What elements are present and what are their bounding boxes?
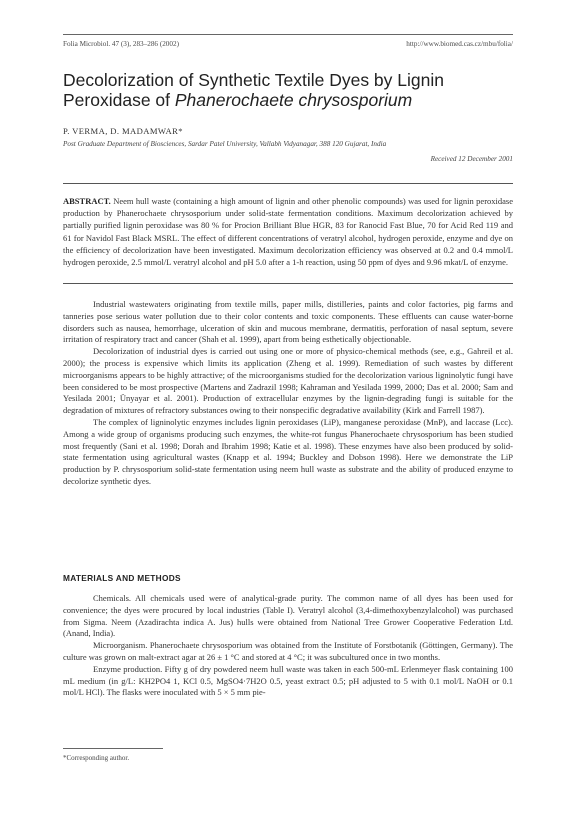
intro-paragraph-3: The complex of ligninolytic enzymes includes lignin peroxidases (LiP), manganese peroxidase (MnP), and laccase (Lcc). Among a wide group of organisms producing such enzymes, the white-rot fungus Phanerochaete chrysosporium has been studied most frequently (Sani et al. 1998; Dorah and Ibrahim 1998; Katie et al. 1998). These enzymes have also been produced by solid-state fermentation using agricultural wastes (Knapp et al. 1994; Buckley and Dobson 1998). Here we demonstrate the LiP production by P. chrysosporium solid-state fermentation using neem hull waste as substrate and the ability of produced enzyme to decolorize synthetic dyes.: [63, 416, 513, 486]
methods-enzyme-production: Enzyme production. Fifty g of dry powdered neem hull waste was taken in each 500-mL Erlenmeyer flask containing 100 mL medium (in g/L: KH2PO4 1, KCl 0.5, MgSO4·7H2O 0.5, yeast extract 0.5; pH adjusted to 5 with 0.1 mol/L NaOH or 0.1 mol/L HCl). The flasks were inoculated with 5 × 5 mm pie-: [63, 663, 513, 698]
methods-chemicals: Chemicals. All chemicals used were of analytical-grade purity. The common name of all dyes has been used for convenience; the dyes were procured by local industries (Table I). Veratryl alcohol (3,4-dimethoxybenzylalcohol) was purchased from Sigma. Neem (Azadirachta indica A. Jus) hulls were obtained from National Tree Grower Cooperative Federation Ltd. (Anand, India).: [63, 593, 513, 639]
methods: [63, 593, 513, 699]
title-plain: Peroxidase of: [63, 90, 175, 110]
title-line-1: Decolorization of Synthetic Textile Dyes by Lignin: [63, 70, 444, 90]
received-date: Received 12 December 2001: [430, 155, 513, 163]
title-line-2: [63, 90, 523, 110]
affiliation: Post Graduate Department of Biosciences, Sardar Patel University, Vallabh Vidyanagar, 388 120 Gujarat, India: [63, 140, 387, 148]
abstract-top-rule: [63, 183, 513, 184]
journal-url: http://www.biomed.cas.cz/mbu/folia/: [406, 40, 513, 48]
journal-citation: Folia Microbiol. 47 (3), 283–286 (2002): [63, 40, 179, 48]
authors: P. VERMA, D. MADAMWAR*: [63, 126, 183, 136]
abstract-label: ABSTRACT.: [63, 196, 111, 206]
title-species: Phanerochaete chrysosporium: [174, 90, 413, 110]
footnote: *Corresponding author.: [63, 754, 130, 762]
intro-paragraph-2: Decolorization of industrial dyes is carried out using one or more of physico-chemical methods (see, e.g., Gahreil et al. 2000); the process is expensive which limits its application (Zheng et al. 1999). Remediation of such wastes by different microorganisms appears to be highly attractive; of the microorganisms studied for the decolorization various ligninolytic fungi have been considered to be most prospective (Martens and Zadrazil 1998; Kahraman and Yesilada 1999, 2000; Das et al. 2000; Sam and Yesilada 2001; Ünyayar et al. 2001). Production of extracellular enzymes by the lignin-degrading fungi is suitable for the degradation of mixtures of refractory substances owing to their nonspecific degradative availability (Kirk and Farrell 1987).: [63, 346, 513, 416]
header-rule: [63, 34, 513, 35]
abstract: [63, 195, 513, 268]
abstract-text: Neem hull waste (containing a high amount of lignin and other phenolic compounds) was used for lignin peroxidase production by Phanerochaete chrysosporium under solid-state fermentation conditions. Maximum decolorization achieved by partially purified lignin peroxidase was 80 % for Procion Brilliant Blue HGR, 83 for Ranocid Fast Blue, 70 for Acid Red 119 and 61 for Navidol Fast Black MSRL. The effect of different concentrations of veratryl alcohol, hydrogen peroxide, enzyme and dye on the efficiency of decolorization have been investigated. Maximum decolorization efficiency was observed at 0.2 and 0.4 mmol/L hydrogen peroxide, 2.5 mmol/L veratryl alcohol and pH 5.0 after a 1-h reaction, using 50 ppm of dyes and 9.96 mkat/L of enzyme.: [63, 196, 513, 268]
abstract-bottom-rule: [63, 283, 513, 284]
intro-paragraph-1: Industrial wastewaters originating from textile mills, paper mills, distilleries, paints and color factories, pig farms and tanneries pose serious water pollution due to their color contents and toxic components. These effluents can cause water-borne disorders such as nausea, hemorrhage, ulceration of skin and mucous membrane, dermatitis, perforation of nasal septum, severe irritation of respiratory tract and cancer (Shah et al. 1999), apart from being esthetically objectionable.: [63, 299, 513, 345]
article-title: [63, 70, 523, 110]
footnote-rule: [63, 748, 163, 749]
introduction: [63, 299, 513, 488]
section-heading-materials-methods: MATERIALS AND METHODS: [63, 573, 181, 583]
methods-microorganism: Microorganism. Phanerochaete chrysosporium was obtained from the Institute of Forstbotanik (Göttingen, Germany). The culture was grown on malt-extract agar at 26 ± 1 °C and stored at 4 °C; it was subcultured once in two months.: [63, 640, 513, 662]
running-header: [63, 40, 513, 48]
